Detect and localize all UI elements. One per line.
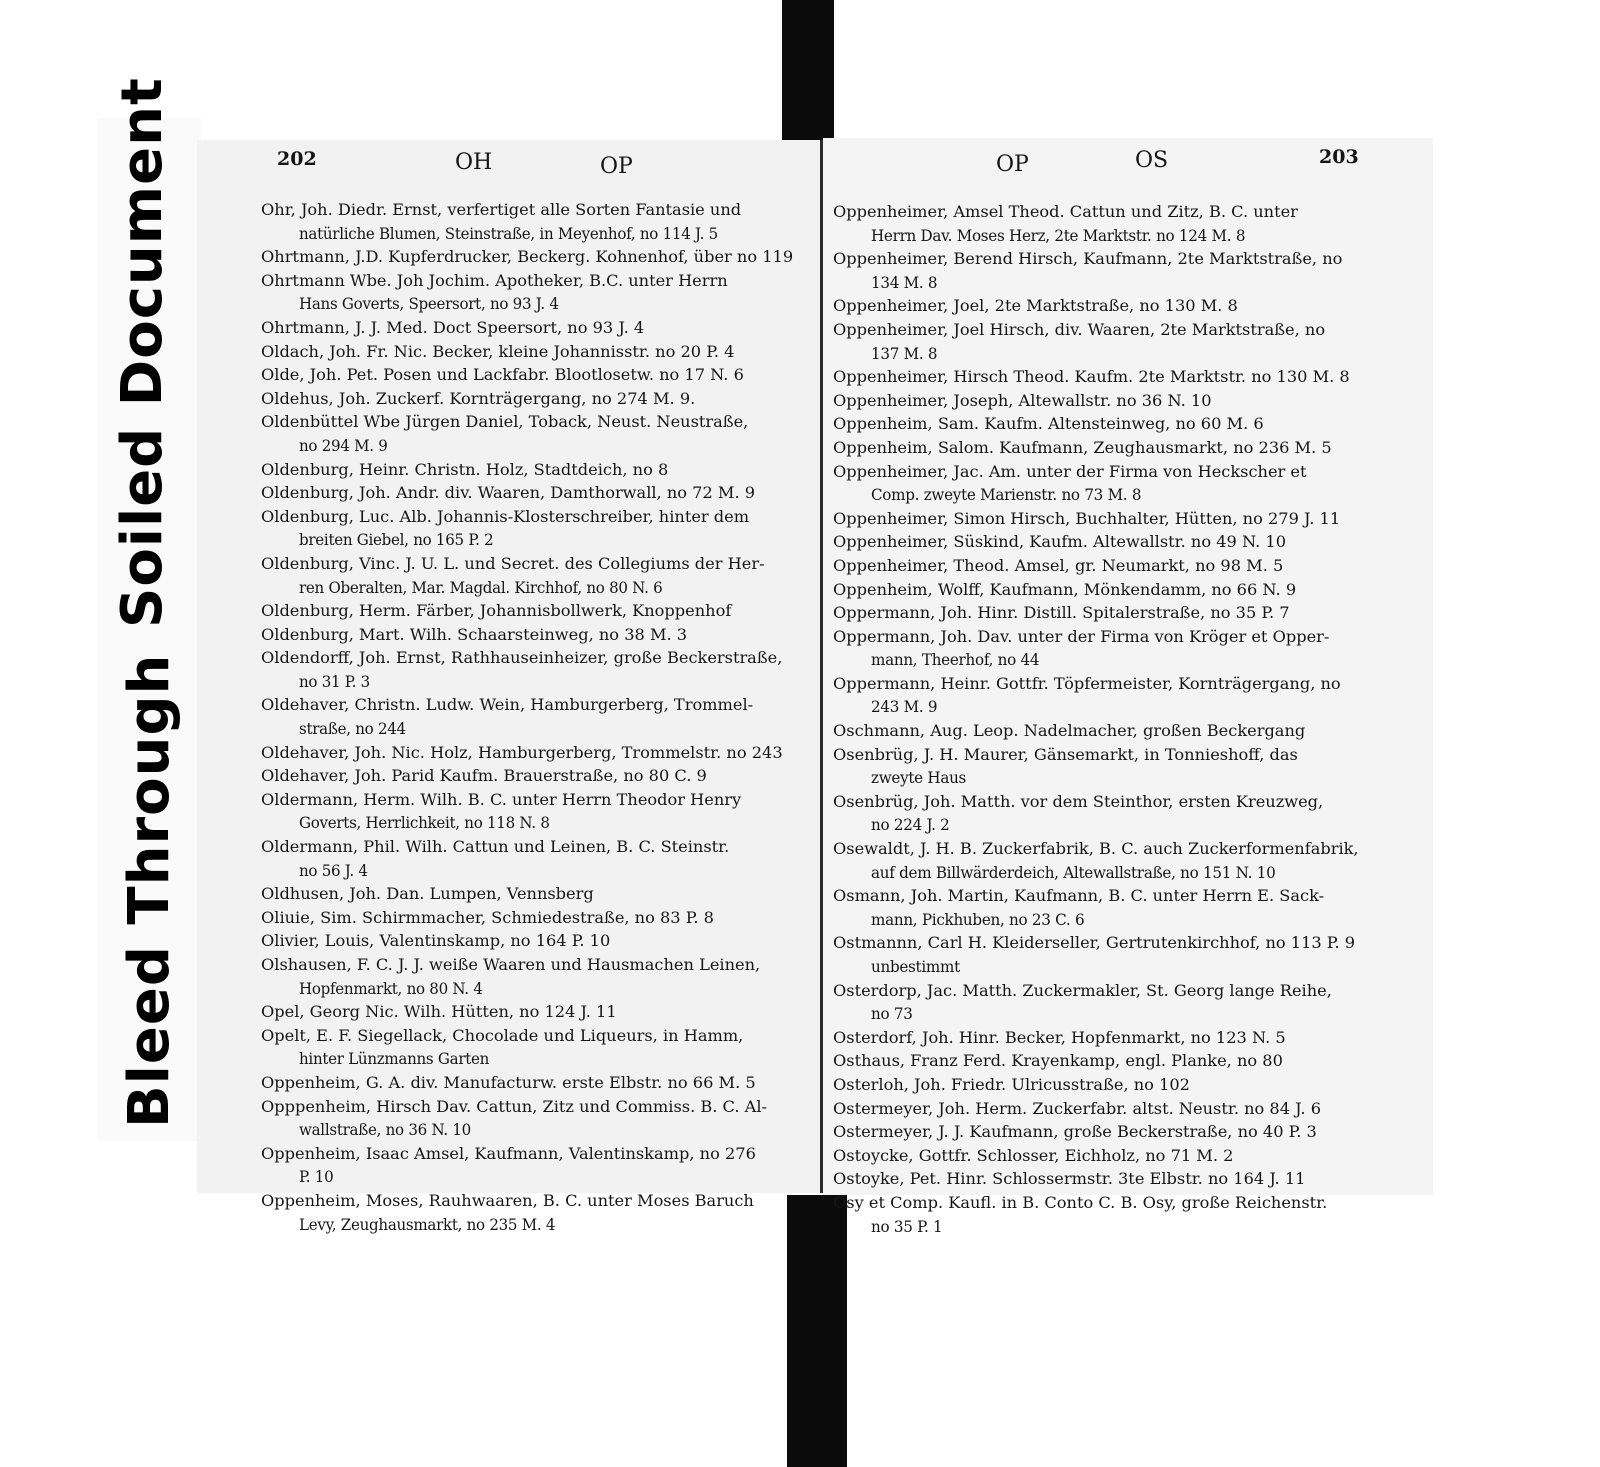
entry-line: Opppenheim, Hirsch Dav. Cattun, Zitz und Commiss. B. C. Al- bbox=[261, 1096, 767, 1116]
entry-line: Goverts, Herrlichkeit, no 118 N. 8 bbox=[299, 813, 550, 833]
entry-line: Ostermeyer, J. J. Kaufmann, große Beckerstraße, no 40 P. 3 bbox=[833, 1122, 1317, 1142]
entry-line: Oppenheimer, Amsel Theod. Cattun und Zitz, B. C. unter bbox=[833, 202, 1298, 221]
entry-line: Oldehaver, Joh. Parid Kaufm. Brauerstraße, no 80 C. 9 bbox=[261, 766, 707, 786]
entry-line: Oppenheimer, Berend Hirsch, Kaufmann, 2te Marktstraße, no bbox=[833, 249, 1343, 269]
entry-line: Osenbrüg, J. H. Maurer, Gänsemarkt, in Tonnieshoff, das bbox=[833, 744, 1298, 764]
right-entry-list bbox=[833, 200, 1423, 1238]
entry-line: Oppenheim, G. A. div. Manufacturw. erste Elbstr. no 66 M. 5 bbox=[261, 1072, 756, 1092]
entry-line: Oldehaver, Joh. Nic. Holz, Hamburgerberg, Trommelstr. no 243 bbox=[261, 742, 783, 762]
entry-line: Olshausen, F. C. J. J. weiße Waaren und Hausmachen Leinen, bbox=[261, 955, 761, 974]
entry-line: Oldehaver, Christn. Ludw. Wein, Hamburgerberg, Trommel- bbox=[261, 695, 754, 715]
left-page bbox=[197, 140, 823, 1234]
entry-line: Oppenheimer, Joel, 2te Marktstraße, no 130 M. 8 bbox=[833, 296, 1238, 316]
entry-line: Oldermann, Herm. Wilh. B. C. unter Herrn Theodor Henry bbox=[261, 789, 742, 809]
right-header-1: OP bbox=[996, 152, 1029, 177]
entry-line: Opelt, E. F. Siegellack, Chocolade und Liqueurs, in Hamm, bbox=[261, 1025, 744, 1045]
entry-line: Ostmannn, Carl H. Kleiderseller, Gertrutenkirchhof, no 113 P. 9 bbox=[833, 933, 1356, 953]
entry-line: Oppenheimer, Joel Hirsch, div. Waaren, 2te Marktstraße, no bbox=[833, 319, 1326, 339]
entry-line: Herrn Dav. Moses Herz, 2te Marktstr. no 124 M. 8 bbox=[871, 225, 1246, 245]
entry-line: Oldenburg, Heinr. Christn. Holz, Stadtdeich, no 8 bbox=[261, 459, 669, 479]
entry-line: Levy, Zeughausmarkt, no 235 M. 4 bbox=[299, 1214, 556, 1234]
bleed-through-label: Bleed Through bbox=[117, 653, 182, 1128]
entry-line: Oldenburg, Luc. Alb. Johannis-Klosterschreiber, hinter dem bbox=[261, 506, 750, 526]
entry-line: Oldermann, Phil. Wilh. Cattun und Leinen, B. C. Steinstr. bbox=[261, 837, 730, 857]
entry-line: no 224 J. 2 bbox=[871, 815, 950, 835]
right-page-number: 203 bbox=[1319, 146, 1359, 168]
entry-line: Osterdorf, Joh. Hinr. Becker, Hopfenmarkt, no 123 N. 5 bbox=[833, 1027, 1286, 1047]
left-entry-list bbox=[261, 198, 806, 1236]
entry-line: Oppenheim, Isaac Amsel, Kaufmann, Valentinskamp, no 276 bbox=[261, 1143, 756, 1163]
entry-line: Oldenbüttel Wbe Jürgen Daniel, Toback, Neust. Neustraße, bbox=[261, 412, 749, 432]
entry-line: 134 M. 8 bbox=[871, 272, 938, 292]
entry-line: Oldenburg, Herm. Färber, Johannisbollwerk, Knoppenhof bbox=[261, 601, 732, 621]
entry-line: Oppenheimer, Hirsch Theod. Kaufm. 2te Marktstr. no 130 M. 8 bbox=[833, 367, 1350, 387]
entry-line: Osewaldt, J. H. B. Zuckerfabrik, B. C. auch Zuckerformenfabrik, bbox=[833, 839, 1359, 859]
entry-line: Oldendorff, Joh. Ernst, Rathhauseinheizer, große Beckerstraße, bbox=[261, 648, 783, 668]
entry-line: Ostoyke, Pet. Hinr. Schlossermstr. 3te Elbstr. no 164 J. 11 bbox=[833, 1169, 1306, 1189]
entry-line: Ostermeyer, Joh. Herm. Zuckerfabr. altst. Neustr. no 84 J. 6 bbox=[833, 1098, 1321, 1118]
entry-line: P. 10 bbox=[299, 1167, 334, 1187]
entry-line: no 31 P. 3 bbox=[299, 671, 370, 691]
entry-line: Oppenheimer, Süskind, Kaufm. Altewallstr. no 49 N. 10 bbox=[833, 532, 1287, 552]
entry-line: Osy et Comp. Kaufl. in B. Conto C. B. Osy, große Reichenstr. bbox=[833, 1192, 1328, 1212]
entry-line: Oppermann, Joh. Dav. unter der Firma von Kröger et Opper- bbox=[833, 626, 1330, 646]
entry-line: Comp. zweyte Marienstr. no 73 M. 8 bbox=[871, 485, 1142, 505]
entry-line: Oschmann, Aug. Leop. Nadelmacher, großen Beckergang bbox=[833, 721, 1306, 741]
entry-line: Oppenheim, Salom. Kaufmann, Zeughausmarkt, no 236 M. 5 bbox=[833, 437, 1332, 457]
entry-line: Osterloh, Joh. Friedr. Ulricusstraße, no 102 bbox=[833, 1074, 1190, 1094]
entry-line: Oldach, Joh. Fr. Nic. Becker, kleine Johannisstr. no 20 P. 4 bbox=[261, 341, 735, 361]
entry-line: Ohr, Joh. Diedr. Ernst, verfertiget alle Sorten Fantasie und bbox=[261, 200, 742, 219]
binding-bar-top bbox=[782, 0, 834, 143]
entry-line: unbestimmt bbox=[871, 957, 960, 976]
entry-line: Ohrtmann, J.D. Kupferdrucker, Beckerg. Kohnenhof, über no 119 bbox=[261, 247, 794, 267]
entry-line: Osenbrüg, Joh. Matth. vor dem Steinthor, ersten Kreuzweg, bbox=[833, 791, 1324, 811]
entry-line: Hopfenmarkt, no 80 N. 4 bbox=[299, 978, 483, 998]
right-header-2: OS bbox=[1135, 148, 1169, 173]
left-header-1: OH bbox=[455, 150, 493, 175]
entry-line: no 73 bbox=[871, 1004, 913, 1024]
entry-line: Oppenheim, Wolff, Kaufmann, Mönkendamm, no 66 N. 9 bbox=[833, 579, 1297, 599]
entry-line: Oppenheimer, Simon Hirsch, Buchhalter, Hütten, no 279 J. 11 bbox=[833, 508, 1341, 528]
entry-line: zweyte Haus bbox=[871, 768, 967, 788]
entry-line: Oppenheim, Sam. Kaufm. Altensteinweg, no 60 M. 6 bbox=[833, 414, 1264, 434]
entry-line: Oppermann, Heinr. Gottfr. Töpfermeister, Kornträgergang, no bbox=[833, 673, 1341, 693]
entry-line: no 56 J. 4 bbox=[299, 860, 368, 880]
entry-line: auf dem Billwärderdeich, Altewallstraße, no 151 N. 10 bbox=[871, 862, 1276, 882]
entry-line: Olivier, Louis, Valentinskamp, no 164 P. 10 bbox=[261, 931, 611, 951]
entry-line: Osmann, Joh. Martin, Kaufmann, B. C. unter Herrn E. Sack- bbox=[833, 886, 1325, 906]
entry-line: 243 M. 9 bbox=[871, 697, 938, 717]
entry-line: Oldenburg, Joh. Andr. div. Waaren, Damthorwall, no 72 M. 9 bbox=[261, 483, 756, 503]
entry-line: Oppenheimer, Joseph, Altewallstr. no 36 N. 10 bbox=[833, 390, 1212, 410]
entry-line: Osthaus, Franz Ferd. Krayenkamp, engl. Planke, no 80 bbox=[833, 1051, 1283, 1071]
entry-line: Oppermann, Joh. Hinr. Distill. Spitalerstraße, no 35 P. 7 bbox=[833, 603, 1290, 623]
entry-line: hinter Lünzmanns Garten bbox=[299, 1049, 490, 1069]
entry-line: mann, Pickhuben, no 23 C. 6 bbox=[871, 909, 1085, 929]
entry-line: straße, no 244 bbox=[299, 719, 406, 739]
entry-line: ren Oberalten, Mar. Magdal. Kirchhof, no 80 N. 6 bbox=[299, 577, 663, 597]
entry-line: Oppenheim, Moses, Rauhwaaren, B. C. unter Moses Baruch bbox=[261, 1190, 754, 1210]
entry-line: no 35 P. 1 bbox=[871, 1216, 943, 1236]
entry-line: Ohrtmann, J. J. Med. Doct Speersort, no 93 J. 4 bbox=[261, 317, 645, 337]
entry-line: breiten Giebel, no 165 P. 2 bbox=[299, 530, 494, 550]
entry-line: mann, Theerhof, no 44 bbox=[871, 650, 1040, 670]
entry-line: wallstraße, no 36 N. 10 bbox=[299, 1120, 471, 1140]
left-header-2: OP bbox=[600, 154, 633, 179]
entry-line: Oldehus, Joh. Zuckerf. Kornträgergang, no 274 M. 9. bbox=[261, 388, 696, 408]
entry-line: Oldenburg, Mart. Wilh. Schaarsteinweg, no 38 M. 3 bbox=[261, 624, 688, 644]
entry-line: Ostoycke, Gottfr. Schlosser, Eichholz, no 71 M. 2 bbox=[833, 1145, 1234, 1165]
entry-line: Oldhusen, Joh. Dan. Lumpen, Vennsberg bbox=[261, 884, 594, 904]
entry-line: Ohrtmann Wbe. Joh Jochim. Apotheker, B.C. unter Herrn bbox=[261, 270, 728, 290]
entry-line: natürliche Blumen, Steinstraße, in Meyenhof, no 114 J. 5 bbox=[299, 223, 718, 243]
soiled-document-label: Soiled Document bbox=[110, 77, 175, 628]
right-page bbox=[823, 138, 1433, 1236]
entry-line: Opel, Georg Nic. Wilh. Hütten, no 124 J. 11 bbox=[261, 1002, 617, 1022]
entry-line: Oppenheimer, Jac. Am. unter der Firma von Heckscher et bbox=[833, 461, 1307, 481]
entry-line: Olde, Joh. Pet. Posen und Lackfabr. Blootlosetw. no 17 N. 6 bbox=[261, 365, 744, 385]
entry-line: Osterdorp, Jac. Matth. Zuckermakler, St. Georg lange Reihe, bbox=[833, 980, 1332, 1000]
entry-line: no 294 M. 9 bbox=[299, 435, 388, 455]
entry-line: 137 M. 8 bbox=[871, 343, 938, 363]
entry-line: Oldenburg, Vinc. J. U. L. und Secret. des Collegiums der Her- bbox=[261, 553, 765, 573]
entry-line: Oliuie, Sim. Schirmmacher, Schmiedestraße, no 83 P. 8 bbox=[261, 907, 714, 927]
entry-line: Hans Goverts, Speersort, no 93 J. 4 bbox=[299, 294, 559, 314]
left-page-number: 202 bbox=[277, 148, 317, 170]
entry-line: Oppenheimer, Theod. Amsel, gr. Neumarkt, no 98 M. 5 bbox=[833, 555, 1284, 575]
